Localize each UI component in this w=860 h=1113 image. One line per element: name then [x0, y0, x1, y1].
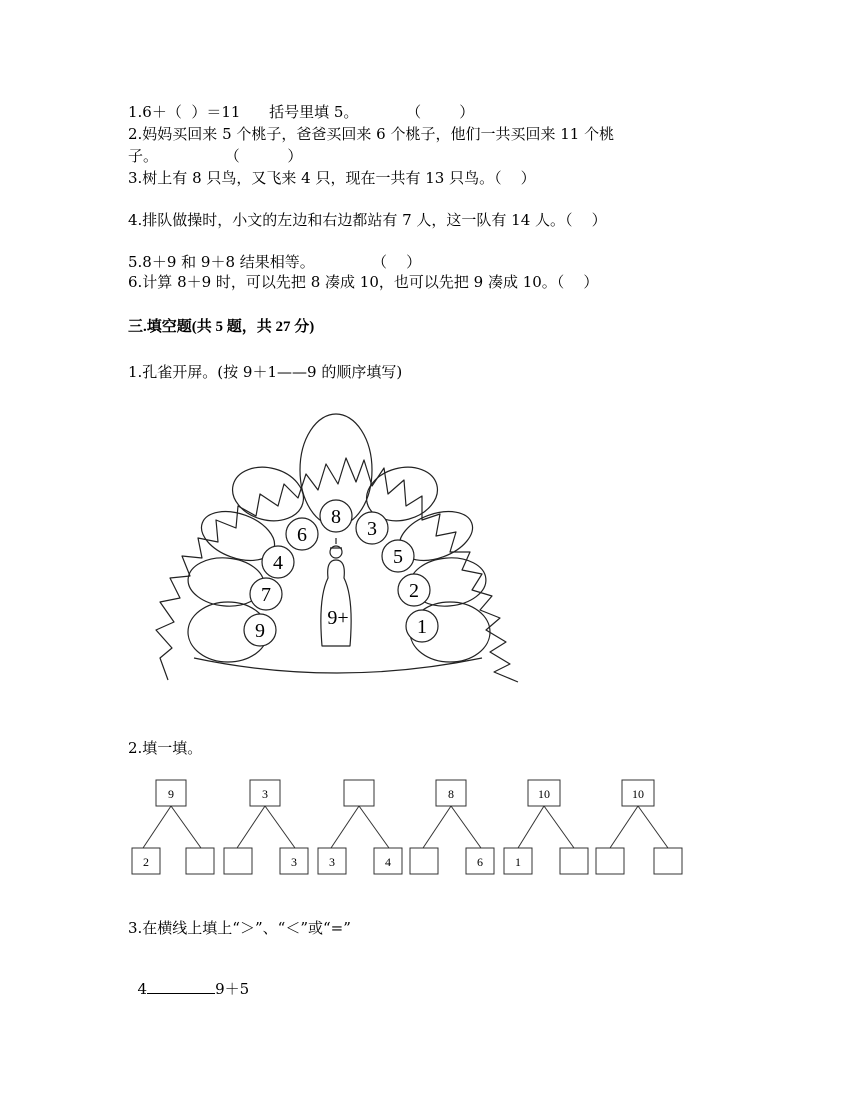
tree-5-left: 1 [515, 855, 521, 869]
peacock-number: 1 [417, 616, 427, 638]
tree-4-top: 8 [448, 787, 454, 801]
judgment-question-5: 5.8＋9 和 9＋8 结果相等。 （ ） [128, 253, 422, 271]
tree-2-right: 3 [291, 855, 297, 869]
judgment-question-4: 4.排队做操时，小文的左边和右边都站有 7 人，这一队有 14 人。（ ） [128, 211, 607, 229]
peacock-number: 2 [409, 580, 419, 602]
compare-expression [128, 958, 249, 999]
answer-blank[interactable] [147, 978, 215, 994]
fill-question-3: 3.在横线上填上“＞”、“＜”或“=” [128, 919, 351, 937]
judgment-question-2-line-1: 2.妈妈买回来 5 个桃子，爸爸买回来 6 个桃子，他们一共买回来 11 个桃 [128, 125, 615, 143]
compare-right: 9＋5 [215, 980, 250, 998]
tree-5-top: 10 [538, 787, 550, 801]
judgment-question-3: 3.树上有 8 只鸟，又飞来 4 只，现在一共有 13 只鸟。（ ） [128, 169, 536, 187]
tree-3-left: 3 [329, 855, 335, 869]
judgment-question-2-line-2: 子。 （ ） [128, 147, 303, 165]
peacock-number: 4 [273, 552, 283, 574]
judgment-question-6: 6.计算 8＋9 时，可以先把 8 凑成 10，也可以先把 9 凑成 10。（ ） [128, 273, 599, 291]
tree-2-top: 3 [262, 787, 268, 801]
tree-1-top: 9 [168, 787, 174, 801]
fill-question-1: 1.孔雀开屏。(按 9＋1——9 的顺序填写) [128, 363, 403, 381]
tree-3-right: 4 [385, 855, 391, 869]
fill-question-2: 2.填一填。 [128, 739, 203, 757]
tree-6-top: 10 [632, 787, 644, 801]
peacock-number: 7 [261, 584, 271, 606]
peacock-number: 3 [367, 518, 377, 540]
compare-left: 4 [137, 980, 148, 998]
tree-4-right: 6 [477, 855, 483, 869]
peacock-number: 6 [297, 524, 307, 546]
peacock-body [321, 560, 351, 646]
peacock-number: 8 [331, 506, 341, 528]
tree-1-left: 2 [143, 855, 149, 869]
number-trees [128, 774, 688, 880]
peacock-illustration [150, 398, 530, 688]
judgment-question-1: 1.6＋（ ）＝11 括号里填 5。 （ ） [128, 103, 475, 121]
peacock-number: 5 [393, 546, 403, 568]
section-heading: 三.填空题(共 5 题，共 27 分) [128, 319, 315, 335]
peacock-number: 9 [255, 620, 265, 642]
feather-spikes [156, 458, 518, 682]
peacock-body-label: 9+ [327, 607, 349, 629]
